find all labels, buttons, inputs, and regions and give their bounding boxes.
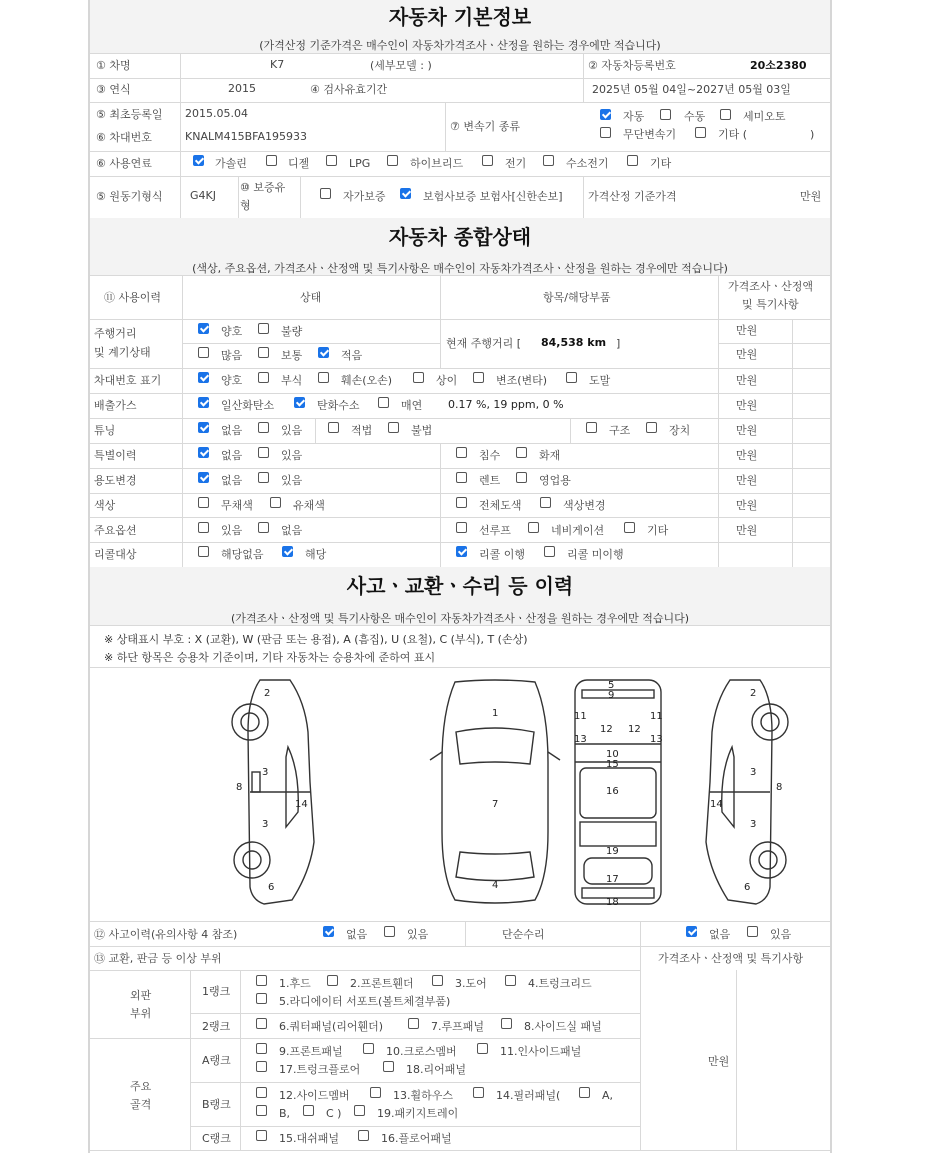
- trans-other-label: 기타 (: [718, 128, 748, 141]
- mileage-many-checkbox[interactable]: [198, 347, 209, 358]
- part-7-checkbox[interactable]: [408, 1018, 419, 1029]
- emission-co-label: 일산화탄소: [221, 399, 275, 412]
- fuel-hydrogen-checkbox[interactable]: [543, 155, 554, 166]
- diagram-label-3: 3: [750, 767, 757, 778]
- tuning-legal-checkbox[interactable]: [328, 422, 339, 433]
- mileage-label: 주행거리: [94, 327, 137, 340]
- tuning-structure-label: 구조: [609, 424, 631, 437]
- price-unit: 만원: [736, 424, 758, 437]
- rankB-label: B랭크: [202, 1098, 231, 1111]
- warranty-self-label: 자가보증: [343, 190, 386, 203]
- car-name-value: K7: [270, 58, 285, 71]
- car-name-label: ① 차명: [96, 59, 131, 72]
- plate-good-label: 양호: [221, 374, 243, 387]
- tuning-illegal-label: 불법: [411, 424, 433, 437]
- fuel-option-label: 가솔린: [215, 157, 247, 170]
- diagram-label-14: 14: [710, 799, 723, 810]
- pillar-c-checkbox[interactable]: [303, 1105, 314, 1116]
- mileage-few-checkbox[interactable]: [318, 347, 329, 358]
- special-flood-label: 침수: [479, 449, 501, 462]
- plate-diff-label: 상이: [436, 374, 458, 387]
- price-unit: 만원: [736, 324, 758, 337]
- use-change-label: 용도변경: [94, 474, 137, 487]
- part-13-label: 13.휠하우스: [393, 1089, 453, 1102]
- pillar-b-checkbox[interactable]: [256, 1105, 267, 1116]
- trans-manual-checkbox[interactable]: [660, 109, 671, 120]
- pillar-c-label: C ): [326, 1107, 342, 1120]
- fuel-electric-checkbox[interactable]: [482, 155, 493, 166]
- trans-label: ⑦ 변속기 종류: [450, 120, 520, 133]
- use-business-checkbox[interactable]: [516, 472, 527, 483]
- status-header: [90, 218, 830, 275]
- diagram-label-19: 19: [606, 846, 619, 857]
- plate-stolen-label: 도말: [589, 374, 611, 387]
- diagram-label-8: 8: [236, 782, 243, 793]
- plate-label: 차대번호 표기: [94, 374, 162, 387]
- tuning-device-label: 장치: [669, 424, 691, 437]
- diagram-label-15: 15: [606, 759, 619, 770]
- warranty-label-2: 형: [240, 199, 251, 212]
- outer-panel-label: 외판: [130, 989, 152, 1002]
- tuning-legal-label: 적법: [351, 424, 373, 437]
- rankA-label: A랭크: [202, 1054, 231, 1067]
- tuning-structure-checkbox[interactable]: [586, 422, 597, 433]
- diagram-label-11: 11: [650, 711, 663, 722]
- tuning-none-label: 없음: [221, 424, 243, 437]
- special-exists-checkbox[interactable]: [258, 447, 269, 458]
- diagram-label-4: 4: [492, 880, 499, 891]
- engine-value: G4KJ: [190, 189, 216, 202]
- part-6-checkbox[interactable]: [256, 1018, 267, 1029]
- options-exists-label: 있음: [221, 524, 243, 537]
- use-rent-checkbox[interactable]: [456, 472, 467, 483]
- diagram-label-2: 2: [264, 688, 271, 699]
- plate-corroded-label: 부식: [281, 374, 303, 387]
- part-16-checkbox[interactable]: [358, 1130, 369, 1141]
- reg-no-value: 20소2380: [750, 59, 807, 72]
- special-flood-checkbox[interactable]: [456, 447, 467, 458]
- part-15-label: 15.대쉬패널: [279, 1132, 339, 1145]
- part-4-checkbox[interactable]: [505, 975, 516, 986]
- diagram-label-13: 13: [574, 734, 587, 745]
- accident-exists-label: 있음: [407, 928, 429, 941]
- price-unit: 만원: [736, 348, 758, 361]
- part-12-label: 12.사이드멤버: [279, 1089, 350, 1102]
- gauge-bad-label: 불량: [281, 325, 303, 338]
- recall-applicable-label: 해당: [305, 548, 327, 561]
- plate-damaged-checkbox[interactable]: [318, 372, 329, 383]
- diagram-label-12: 12: [628, 724, 641, 735]
- gauge-bad-checkbox[interactable]: [258, 323, 269, 334]
- color-chromatic-label: 유채색: [293, 499, 325, 512]
- emission-hc-checkbox[interactable]: [294, 397, 305, 408]
- mileage-normal-checkbox[interactable]: [258, 347, 269, 358]
- repair-exists-checkbox[interactable]: [747, 926, 758, 937]
- trans-manual-label: 수동: [684, 110, 706, 123]
- options-navi-label: 네비게이션: [551, 524, 605, 537]
- tuning-illegal-checkbox[interactable]: [388, 422, 399, 433]
- options-other-label: 기타: [647, 524, 669, 537]
- accident-none-checkbox[interactable]: [323, 926, 334, 937]
- fuel-lpg-checkbox[interactable]: [326, 155, 337, 166]
- diagram-label-3: 3: [750, 819, 757, 830]
- simple-repair-label: 단순수리: [502, 928, 545, 941]
- diagram-label-18: 18: [606, 897, 619, 908]
- options-exists-checkbox[interactable]: [198, 522, 209, 533]
- part-3-checkbox[interactable]: [432, 975, 443, 986]
- part-11-label: 11.인사이드패널: [500, 1045, 582, 1058]
- tuning-exists-checkbox[interactable]: [258, 422, 269, 433]
- diagram-label-7: 7: [492, 799, 499, 810]
- col-usage-header: ⑪ 사용이력: [104, 291, 162, 304]
- use-exists-label: 있음: [281, 474, 303, 487]
- price-unit: 만원: [736, 399, 758, 412]
- plate-stolen-checkbox[interactable]: [566, 372, 577, 383]
- part-1-label: 1.후드: [279, 977, 311, 990]
- parts-price-unit: 만원: [708, 1055, 730, 1068]
- special-fire-label: 화재: [539, 449, 561, 462]
- current-mileage-value: 84,538 km: [541, 336, 607, 349]
- diagram-label-17: 17: [606, 874, 619, 885]
- part-2-label: 2.프론트휀더: [350, 977, 414, 990]
- mileage-many-label: 많음: [221, 349, 243, 362]
- part-2-checkbox[interactable]: [327, 975, 338, 986]
- plate-corroded-checkbox[interactable]: [258, 372, 269, 383]
- price-unit: 만원: [736, 374, 758, 387]
- accident-history-label: ⑫ 사고이력(유의사항 4 참조): [94, 928, 238, 941]
- use-none-checkbox[interactable]: [198, 472, 209, 483]
- tuning-exists-label: 있음: [281, 424, 303, 437]
- part-10-checkbox[interactable]: [363, 1043, 374, 1054]
- recall-applicable-checkbox[interactable]: [282, 546, 293, 557]
- plate-altered-checkbox[interactable]: [473, 372, 484, 383]
- diagram-label-10: 10: [606, 749, 619, 760]
- part-15-checkbox[interactable]: [256, 1130, 267, 1141]
- fuel-option-label: 디젤: [288, 157, 310, 170]
- emission-co-checkbox[interactable]: [198, 397, 209, 408]
- trans-auto-label: 자동: [623, 110, 645, 123]
- options-sunroof-checkbox[interactable]: [456, 522, 467, 533]
- rankC-label: C랭크: [202, 1132, 231, 1145]
- part-3-label: 3.도어: [455, 977, 487, 990]
- repair-none-checkbox[interactable]: [686, 926, 697, 937]
- col-price-header-2: 및 특기사항: [742, 298, 799, 311]
- options-none-checkbox[interactable]: [258, 522, 269, 533]
- part-10-label: 10.크로스멤버: [386, 1045, 457, 1058]
- warranty-label: ⑩ 보증유: [240, 181, 286, 194]
- part-11-checkbox[interactable]: [477, 1043, 488, 1054]
- price-unit: 만원: [736, 524, 758, 537]
- recall-na-checkbox[interactable]: [198, 546, 209, 557]
- color-chromatic-checkbox[interactable]: [270, 497, 281, 508]
- diagram-label-14: 14: [295, 799, 308, 810]
- year-label: ③ 연식: [96, 83, 131, 96]
- part-14-checkbox[interactable]: [473, 1087, 484, 1098]
- plate-damaged-label: 훼손(오손): [341, 374, 393, 387]
- fuel-diesel-checkbox[interactable]: [266, 155, 277, 166]
- mileage-bracket: ]: [616, 337, 621, 350]
- recall-notdone-checkbox[interactable]: [544, 546, 555, 557]
- recall-na-label: 해당없음: [221, 548, 264, 561]
- recall-done-label: 리콜 이행: [479, 548, 526, 561]
- repair-none-label: 없음: [709, 928, 731, 941]
- options-sunroof-label: 선루프: [479, 524, 511, 537]
- parts-label: ⑬ 교환, 판금 등 이상 부위: [94, 952, 222, 965]
- diagram-label-12: 12: [600, 724, 613, 735]
- color-fullpaint-label: 전체도색: [479, 499, 522, 512]
- plate-diff-checkbox[interactable]: [413, 372, 424, 383]
- use-none-label: 없음: [221, 474, 243, 487]
- diagram-label-6: 6: [744, 882, 751, 893]
- diagram-label-6: 6: [268, 882, 275, 893]
- part-1-checkbox[interactable]: [256, 975, 267, 986]
- emission-values: 0.17 %, 19 ppm, 0 %: [448, 398, 564, 411]
- fuel-option-label: LPG: [349, 157, 371, 170]
- use-rent-label: 렌트: [479, 474, 501, 487]
- plate-good-checkbox[interactable]: [198, 372, 209, 383]
- first-reg-value: 2015.05.04: [185, 107, 248, 120]
- diagram-label-9: 9: [608, 690, 615, 701]
- pillar-b-label: B,: [279, 1107, 291, 1120]
- rank2-label: 2랭크: [202, 1020, 231, 1033]
- price-unit: 만원: [736, 474, 758, 487]
- sedan-note: ※ 하단 항목은 승용차 기준이며, 기타 자동차는 승용차에 준하여 표시: [104, 651, 436, 664]
- rank1-label: 1랭크: [202, 985, 231, 998]
- part-12-checkbox[interactable]: [256, 1087, 267, 1098]
- options-navi-checkbox[interactable]: [528, 522, 539, 533]
- pillar-a-label: A,: [602, 1089, 614, 1102]
- diagram-label-5: 5: [608, 680, 615, 691]
- trans-cvt-checkbox[interactable]: [600, 127, 611, 138]
- use-business-label: 영업용: [539, 474, 571, 487]
- color-label: 색상: [94, 499, 116, 512]
- diagram-label-3: 3: [262, 819, 269, 830]
- warranty-ins-label: 보험사보증 보험사[신한손보]: [423, 190, 563, 203]
- part-17-checkbox[interactable]: [256, 1061, 267, 1072]
- trans-other-close: ): [810, 128, 815, 141]
- trans-cvt-label: 무단변속기: [623, 128, 677, 141]
- fuel-option-label: 전기: [505, 157, 527, 170]
- basic-info-subtitle: (가격산정 기준가격은 매수인이 자동차가격조사ㆍ산정을 원하는 경우에만 적습니다): [259, 39, 661, 52]
- fuel-gasoline-checkbox[interactable]: [193, 155, 204, 166]
- special-exists-label: 있음: [281, 449, 303, 462]
- basic-info-title: 자동차 기본정보: [388, 5, 532, 29]
- diagram-label-2: 2: [750, 688, 757, 699]
- options-label: 주요옵션: [94, 524, 137, 537]
- col-item-header: 항목/해당부품: [543, 291, 611, 304]
- diagram-label-1: 1: [492, 708, 499, 719]
- use-exists-checkbox[interactable]: [258, 472, 269, 483]
- color-achromatic-checkbox[interactable]: [198, 497, 209, 508]
- emission-smoke-checkbox[interactable]: [378, 397, 389, 408]
- part-19-label: 19.패키지트레이: [377, 1107, 459, 1120]
- options-none-label: 없음: [281, 524, 303, 537]
- tuning-device-checkbox[interactable]: [646, 422, 657, 433]
- tuning-none-checkbox[interactable]: [198, 422, 209, 433]
- tuning-label: 튜닝: [94, 424, 116, 437]
- car-diagram: [230, 672, 830, 912]
- part-5-label: 5.라디에이터 서포트(볼트체결부품): [279, 995, 451, 1008]
- part-9-label: 9.프론트패널: [279, 1045, 343, 1058]
- warranty-ins-checkbox[interactable]: [400, 188, 411, 199]
- left-side-view: [232, 680, 314, 904]
- trans-other-checkbox[interactable]: [695, 127, 706, 138]
- col-state-header: 상태: [300, 291, 322, 304]
- part-7-label: 7.루프패널: [431, 1020, 484, 1033]
- first-reg-label: ⑤ 최초등록일: [96, 108, 163, 121]
- part-17-label: 17.트렁크플로어: [279, 1063, 361, 1076]
- gauge-good-checkbox[interactable]: [198, 323, 209, 334]
- parts-price-header: 가격조사ㆍ산정액 및 특기사항: [658, 952, 804, 965]
- fuel-option-label: 기타: [650, 157, 672, 170]
- recall-done-checkbox[interactable]: [456, 546, 467, 557]
- pillar-a-checkbox[interactable]: [579, 1087, 590, 1098]
- color-change-label: 색상변경: [563, 499, 606, 512]
- options-other-checkbox[interactable]: [624, 522, 635, 533]
- special-history-label: 특별이력: [94, 449, 137, 462]
- base-price-unit: 만원: [800, 190, 822, 203]
- part-5-checkbox[interactable]: [256, 993, 267, 1004]
- part-6-label: 6.쿼터패널(리어휀더): [279, 1020, 384, 1033]
- current-mileage-label: 현재 주행거리 [: [446, 337, 522, 350]
- inspection-label: ④ 검사유효기간: [310, 83, 388, 96]
- color-fullpaint-checkbox[interactable]: [456, 497, 467, 508]
- diagram-label-3: 3: [262, 767, 269, 778]
- color-achromatic-label: 무채색: [221, 499, 253, 512]
- part-19-checkbox[interactable]: [354, 1105, 365, 1116]
- diagram-label-11: 11: [574, 711, 587, 722]
- fuel-option-label: 하이브리드: [410, 157, 464, 170]
- main-frame-label: 주요: [130, 1080, 152, 1093]
- recall-label: 리콜대상: [94, 548, 137, 561]
- legend-note: ※ 상태표시 부호 : X (교환), W (판금 또는 용접), A (흠집), U (요철), C (부식), T (손상): [104, 633, 528, 646]
- part-8-checkbox[interactable]: [501, 1018, 512, 1029]
- diagram-label-8: 8: [776, 782, 783, 793]
- recall-notdone-label: 리콜 미이행: [567, 548, 624, 561]
- basic-info-header: [90, 0, 830, 53]
- warranty-self-checkbox[interactable]: [320, 188, 331, 199]
- emission-hc-label: 탄화수소: [317, 399, 360, 412]
- accident-subtitle: (가격조사ㆍ산정액 및 특기사항은 매수인이 자동차가격조사ㆍ산정을 원하는 경우에만 적습니다): [230, 612, 690, 625]
- trans-semi-label: 세미오토: [743, 110, 786, 123]
- fuel-hybrid-checkbox[interactable]: [387, 155, 398, 166]
- accident-none-label: 없음: [346, 928, 368, 941]
- repair-exists-label: 있음: [770, 928, 792, 941]
- emission-smoke-label: 매연: [401, 399, 423, 412]
- part-9-checkbox[interactable]: [256, 1043, 267, 1054]
- part-18-checkbox[interactable]: [383, 1061, 394, 1072]
- accident-exists-checkbox[interactable]: [384, 926, 395, 937]
- status-title: 자동차 종합상태: [388, 225, 532, 249]
- price-unit: 만원: [736, 449, 758, 462]
- outer-panel-label-2: 부위: [130, 1007, 152, 1020]
- price-unit: 만원: [736, 499, 758, 512]
- vin-value: KNALM415BFA195933: [185, 130, 307, 143]
- special-fire-checkbox[interactable]: [516, 447, 527, 458]
- fuel-other-checkbox[interactable]: [627, 155, 638, 166]
- reg-no-label: ② 자동차등록번호: [588, 59, 676, 72]
- plate-altered-label: 변조(변타): [496, 374, 548, 387]
- inspection-form: [88, 0, 832, 1153]
- part-8-label: 8.사이드실 패널: [524, 1020, 602, 1033]
- color-change-checkbox[interactable]: [540, 497, 551, 508]
- col-price-header: 가격조사ㆍ산정액: [728, 280, 814, 293]
- trans-semi-checkbox[interactable]: [720, 109, 731, 120]
- mileage-label-2: 및 계기상태: [94, 346, 151, 359]
- mileage-normal-label: 보통: [281, 349, 303, 362]
- accident-title: 사고ㆍ교환ㆍ수리 등 이력: [346, 574, 574, 598]
- trans-auto-checkbox[interactable]: [600, 109, 611, 120]
- base-price-label: 가격산정 기준가격: [588, 190, 677, 203]
- special-none-checkbox[interactable]: [198, 447, 209, 458]
- year-value: 2015: [228, 82, 256, 95]
- engine-label: ⑤ 원동기형식: [96, 190, 163, 203]
- special-none-label: 없음: [221, 449, 243, 462]
- accident-header: [90, 567, 830, 625]
- part-18-label: 18.리어패널: [406, 1063, 466, 1076]
- mileage-few-label: 적음: [341, 349, 363, 362]
- part-13-checkbox[interactable]: [370, 1087, 381, 1098]
- main-frame-label-2: 골격: [130, 1098, 152, 1111]
- part-16-label: 16.플로어패널: [381, 1132, 452, 1145]
- diagram-label-16: 16: [606, 786, 619, 797]
- gauge-good-label: 양호: [221, 325, 243, 338]
- vin-label: ⑥ 차대번호: [96, 131, 152, 144]
- status-subtitle: (색상, 주요옵션, 가격조사ㆍ산정액 및 특기사항은 매수인이 자동차가격조사ㆍ산정을 원하는 경우에만 적습니다): [192, 262, 728, 275]
- detail-model: (세부모델 : ): [370, 59, 432, 72]
- part-14-label: 14.필러패널(: [496, 1089, 561, 1102]
- diagram-label-13: 13: [650, 734, 663, 745]
- part-4-label: 4.트렁크리드: [528, 977, 592, 990]
- inspection-value: 2025년 05월 04일~2027년 05월 03일: [592, 83, 791, 96]
- fuel-option-label: 수소전기: [566, 157, 609, 170]
- fuel-label: ⑥ 사용연료: [96, 157, 152, 170]
- emission-label: 배출가스: [94, 399, 137, 412]
